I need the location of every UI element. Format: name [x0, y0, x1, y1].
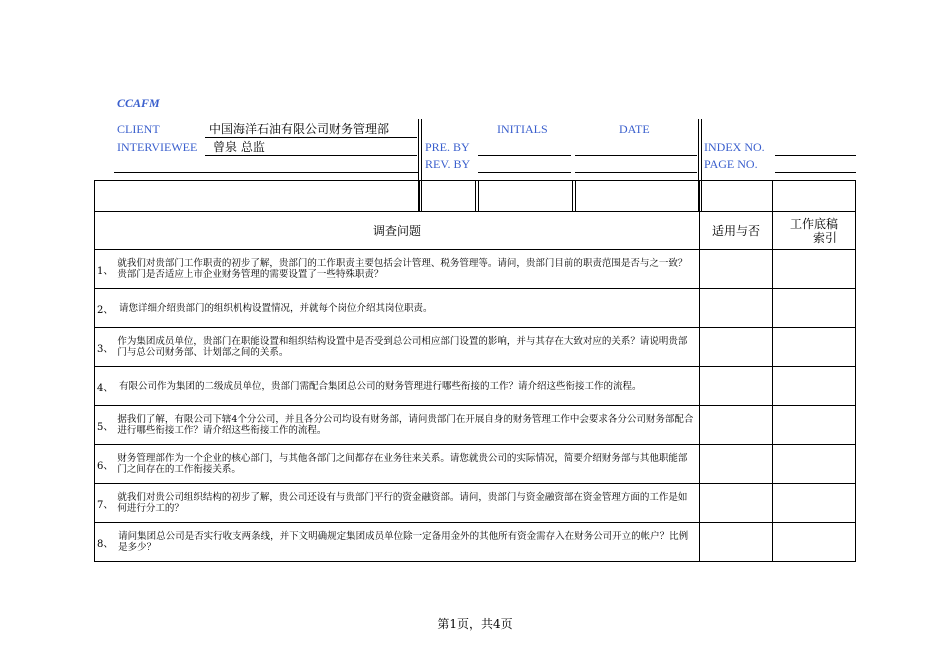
reviewed-by-label: REV. BY [425, 157, 471, 171]
header-bottom-line [114, 172, 418, 173]
workpaper-index-cell[interactable] [773, 523, 856, 562]
initials-line-1 [478, 155, 571, 156]
signature-cell [95, 181, 700, 212]
question-text: 有限公司作为集团的二级成员单位，贵部门需配合集团总公司的财务管理进行哪些衔接的工作？请介绍这些衔接工作的流程。 [119, 380, 642, 392]
workpaper-header-line2: 索引 [812, 230, 837, 245]
applicable-cell[interactable] [700, 289, 773, 328]
date-label: DATE [619, 122, 650, 136]
client-value: 中国海洋石油有限公司财务管理部 [209, 122, 390, 136]
workpaper-index-cell[interactable] [773, 484, 856, 523]
workpaper-index-cell[interactable] [773, 328, 856, 367]
question-number: 2、 [97, 304, 114, 316]
question-row [95, 484, 856, 523]
question-cell [95, 484, 700, 523]
workpaper-header-line1: 工作底稿 [789, 216, 838, 231]
applicable-cell[interactable] [700, 484, 773, 523]
question-row [95, 406, 856, 445]
question-number: 4、 [97, 382, 114, 394]
question-text: 作为集团成员单位，贵部门在职能设置和组织结构设置中是否受到总公司相应部门设置的影响，并与其存在大致对应的关系？请说明贵部门与总公司财务部、计划部之间的关系。 [117, 336, 688, 358]
question-row [95, 328, 856, 367]
index-no-line [775, 155, 856, 156]
workpaper-column-header [773, 212, 856, 250]
question-column-header: 调查问题 [95, 212, 700, 250]
applicable-cell[interactable] [700, 250, 773, 289]
question-row [95, 250, 856, 289]
question-text: 财务管理部作为一个企业的核心部门，与其他各部门之间都存在业务往来关系。请您就贵公司的实际情况，简要介绍财务部与其他职能部门之间存在的工作衔接关系。 [117, 453, 688, 475]
sig-divider-d [572, 181, 573, 211]
initials-line-2 [478, 172, 571, 173]
question-row [95, 289, 856, 328]
initials-label: INITIALS [497, 122, 548, 136]
brand-logo-text: CCAFM [117, 96, 160, 110]
question-text: 据我们了解，有限公司下辖4个分公司，并且各分公司均设有财务部，请问贵部门在开展自身的财务管理工作中会要求各分公司财务部配合进行哪些衔接工作？请介绍这些衔接工作的流程。 [117, 414, 694, 436]
workpaper-index-cell[interactable] [773, 250, 856, 289]
sig-divider-c [478, 181, 479, 211]
question-number: 7、 [97, 499, 114, 511]
page-no-line [775, 172, 856, 173]
client-underline [205, 137, 417, 138]
workpaper-index-cell[interactable] [773, 406, 856, 445]
column-header-row [95, 212, 856, 250]
question-text: 就我们对贵部门工作职责的初步了解，贵部门的工作职责主要包括会计管理、税务管理等。请问，贵部门目前的职责范围是否与之一致？贵部门是否适应上市企业财务管理的需要设置了一些特殊职责？ [117, 258, 688, 280]
applicable-cell[interactable] [700, 445, 773, 484]
page-footer: 第1页，共4页 [437, 617, 513, 631]
prepared-by-label: PRE. BY [425, 140, 470, 154]
question-cell [95, 289, 700, 328]
applicable-cell[interactable] [700, 367, 773, 406]
applicable-cell[interactable] [700, 328, 773, 367]
question-cell [95, 367, 700, 406]
question-row [95, 445, 856, 484]
workpaper-index-cell[interactable] [773, 445, 856, 484]
workpaper-index-cell[interactable] [773, 289, 856, 328]
sig-divider-b [475, 181, 476, 211]
question-cell [95, 523, 700, 562]
client-label: CLIENT [117, 122, 160, 136]
question-number: 3、 [97, 343, 114, 355]
applicable-cell[interactable] [700, 406, 773, 445]
questionnaire-table [94, 180, 856, 562]
index-no-label: INDEX NO. [704, 140, 765, 154]
question-text: 请您详细介绍贵部门的组织机构设置情况，并就每个岗位介绍其岗位职责。 [119, 302, 433, 314]
question-row [95, 367, 856, 406]
applicable-column-header: 适用与否 [700, 212, 773, 250]
question-number: 6、 [97, 460, 114, 472]
question-cell [95, 328, 700, 367]
interviewee-underline [205, 155, 417, 156]
sig-divider-a [419, 181, 420, 211]
question-cell [95, 250, 700, 289]
sig-divider-e [575, 181, 576, 211]
question-number: 1、 [97, 265, 114, 277]
question-cell [95, 445, 700, 484]
signature-row [95, 181, 856, 212]
interviewee-value: 曾泉 总监 [213, 140, 265, 154]
interviewee-label: INTERVIEWEE [117, 140, 198, 154]
applicable-cell[interactable] [700, 523, 773, 562]
question-text: 请问集团总公司是否实行收支两条线，并下文明确规定集团成员单位除一定备用金外的其他所有资金需存入在财务公司开立的帐户？比例是多少？ [118, 531, 689, 553]
date-line-2 [575, 172, 697, 173]
question-number: 5、 [97, 421, 114, 433]
signature-cell-3 [773, 181, 856, 212]
question-number: 8、 [97, 538, 114, 550]
date-line-1 [575, 155, 697, 156]
page-no-label: PAGE NO. [704, 157, 758, 171]
question-row [95, 523, 856, 562]
question-text: 就我们对贵公司组织结构的初步了解，贵公司还设有与贵部门平行的资金融资部。请问，贵部门与资金融资部在资金管理方面的工作是如何进行分工的？ [117, 492, 688, 514]
signature-cell-2 [700, 181, 773, 212]
workpaper-index-cell[interactable] [773, 367, 856, 406]
question-cell [95, 406, 700, 445]
